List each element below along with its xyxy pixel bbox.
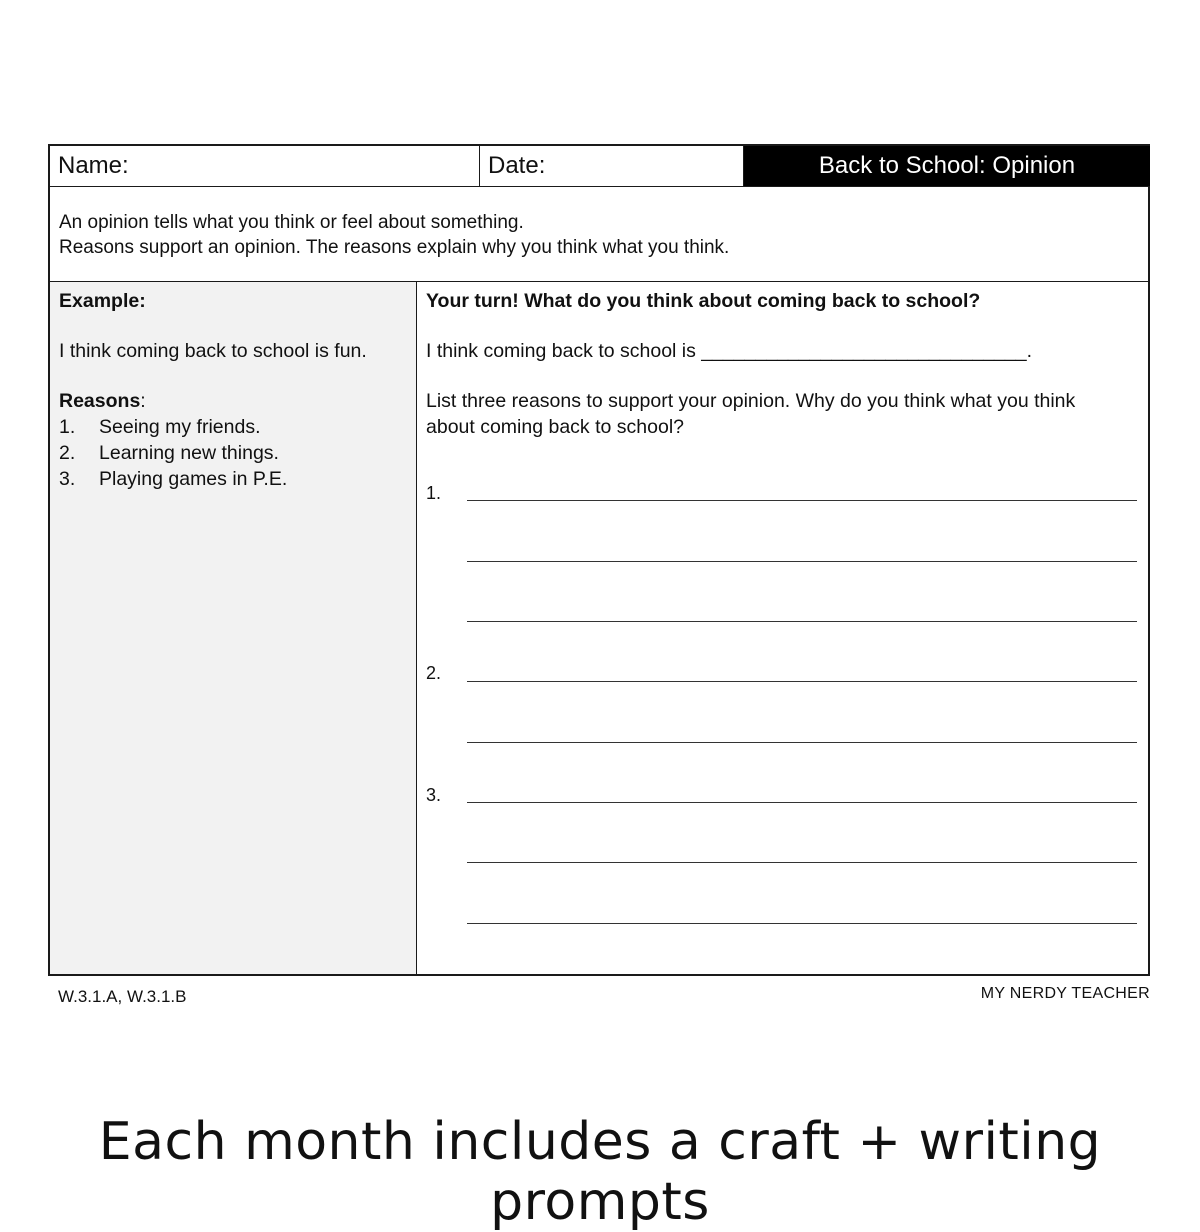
your-turn-column	[417, 282, 1148, 974]
reasons-heading-text: Reasons	[59, 390, 141, 412]
reasons-heading	[59, 390, 146, 413]
reasons-heading-colon: :	[140, 390, 146, 412]
standards-code: W.3.1.A, W.3.1.B	[58, 987, 187, 1006]
opinion-sentence[interactable]: I think coming back to school is ______________________________.	[426, 340, 1033, 362]
writing-line[interactable]	[467, 862, 1137, 863]
reason-3-number: 3.	[426, 785, 442, 805]
worksheet-title: Back to School: Opinion	[744, 146, 1150, 186]
header-row	[50, 146, 1148, 187]
writing-line[interactable]	[467, 500, 1137, 501]
intro-line-2: Reasons support an opinion. The reasons explain why you think what you think.	[59, 237, 730, 258]
your-turn-heading: Your turn! What do you think about coming back to school?	[426, 290, 981, 312]
date-field-label[interactable]: Date:	[480, 146, 744, 186]
reason-text: Learning new things.	[99, 442, 279, 464]
writing-line[interactable]	[467, 923, 1137, 924]
reason-1-number: 1.	[426, 483, 442, 503]
worksheet	[48, 144, 1150, 976]
intro-box	[50, 186, 1148, 282]
promo-caption: Each month includes a craft + writing prompts	[98, 1112, 1102, 1232]
reason-number: 1.	[59, 416, 76, 438]
reason-text: Seeing my friends.	[99, 416, 261, 438]
example-column	[50, 282, 417, 974]
reason-2-number: 2.	[426, 663, 442, 683]
reasons-prompt-line-1: List three reasons to support your opinion. Why do you think what you think	[426, 390, 1076, 412]
reasons-prompt-line-2: about coming back to school?	[426, 416, 684, 438]
name-field-label[interactable]: Name:	[50, 146, 480, 186]
reason-number: 2.	[59, 442, 76, 464]
brand-name: MY NERDY TEACHER	[980, 985, 1150, 1002]
example-statement: I think coming back to school is fun.	[59, 340, 367, 362]
writing-line[interactable]	[467, 681, 1137, 682]
example-heading: Example:	[59, 290, 146, 312]
writing-line[interactable]	[467, 561, 1137, 562]
reason-number: 3.	[59, 468, 76, 490]
reason-text: Playing games in P.E.	[99, 468, 288, 490]
intro-line-1: An opinion tells what you think or feel about something.	[59, 212, 524, 233]
writing-line[interactable]	[467, 742, 1137, 743]
writing-line[interactable]	[467, 802, 1137, 803]
writing-line[interactable]	[467, 621, 1137, 622]
